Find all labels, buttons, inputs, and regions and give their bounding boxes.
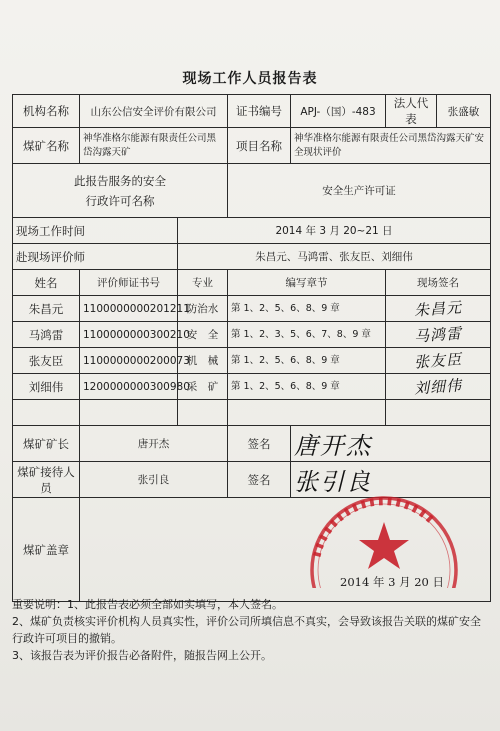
table-row [13,322,491,348]
license-label-line1: 此报告服务的安全 [74,173,166,188]
staff-header-row [13,270,491,296]
header-major: 专业 [178,270,228,296]
legal-representative: 张盛敏 [437,95,491,128]
table-row [13,348,491,374]
svg-text:▮▮▮▮▮▮▮▮▮▮▮▮▮▮▮▮▮: ▮▮▮▮▮▮▮▮▮▮▮▮▮▮▮▮▮ [311,495,438,559]
blank-row [13,400,491,426]
license-row [13,164,491,218]
note-line: 2、煤矿负责核实评价机构人员真实性，评价公司所填信息不真实，会导致该报告关联的煤矿安全行政许可项目的撤销。 [12,615,481,645]
header-chapters: 编写章节 [228,270,386,296]
date-month-unit: 月 [399,575,411,589]
signature-text: 张友臣 [413,350,463,372]
header-cert: 评价师证书号 [80,270,178,296]
staff-name: 张友臣 [13,348,80,374]
staff-major: 防治水 [178,296,228,322]
cert-number: APJ-（国）-483 [291,95,386,128]
header-name: 姓名 [13,270,80,296]
mine-name-label: 煤矿名称 [13,128,80,164]
signature-text: 刘细伟 [413,376,463,398]
org-row [13,95,491,128]
staff-major: 机 械 [178,348,228,374]
mine-head-signature [291,426,491,462]
license-label-line2: 行政许可名称 [85,193,155,208]
work-time-row [13,218,491,244]
seal-star-icon [359,522,409,569]
project-name: 神华准格尔能源有限责任公司黑岱沟露天矿安全现状评价 [291,128,491,164]
evaluators-value: 朱昌元、马鸿雷、张友臣、刘细伟 [178,244,491,270]
staff-cert: 1200000000300980 [80,374,178,400]
org-name-label: 机构名称 [13,95,80,128]
mine-seal-label: 煤矿盖章 [13,498,80,602]
important-notes [12,596,490,664]
staff-signature [386,374,491,400]
signature-text: 张引良 [294,468,372,496]
date-year: 2014 [340,575,370,589]
date-month: 3 [388,575,396,589]
staff-major: 采 矿 [178,374,228,400]
mine-name: 神华准格尔能源有限责任公司黑岱沟露天矿 [80,128,228,164]
table-row [13,374,491,400]
staff-major: 安 全 [178,322,228,348]
signature-text: 唐开杰 [294,432,372,460]
work-time-value: 2014 年 3 月 20~21 日 [178,218,491,244]
date-day: 20 [414,575,429,589]
staff-chapters: 第 1、2、3、5、6、7、8、9 章 [228,322,386,348]
project-label: 项目名称 [228,128,291,164]
signature-text: 马鸿雷 [413,324,463,346]
staff-name: 刘细伟 [13,374,80,400]
cert-label: 证书编号 [228,95,291,128]
mine-head-name: 唐开杰 [80,426,228,462]
staff-cert: 1100000000201211 [80,296,178,322]
mine-receiver-sign-label: 签名 [228,462,291,498]
evaluators-row [13,244,491,270]
license-label [13,164,228,218]
date-day-unit: 日 [432,575,445,589]
staff-name: 朱昌元 [13,296,80,322]
evaluators-label: 赴现场评价师 [13,244,178,270]
staff-cert: 1100000000300210 [80,322,178,348]
legal-label: 法人代表 [386,95,437,128]
mine-head-sign-label: 签名 [228,426,291,462]
seal-date [340,574,444,590]
note-line: 重要说明：1、此报告表必须全部如实填写，本人签名。 [12,598,283,611]
page-title: 现场工作人员报告表 [182,71,318,87]
staff-signature [386,348,491,374]
mine-head-row [13,426,491,462]
table-row [13,296,491,322]
staff-signature [386,322,491,348]
staff-name: 马鸿雷 [13,322,80,348]
staff-chapters: 第 1、2、5、6、8、9 章 [228,374,386,400]
header-signature: 现场签名 [386,270,491,296]
mine-row [13,128,491,164]
note-line: 3、该报告表为评价报告必备附件，随报告网上公开。 [12,649,272,662]
signature-text: 朱昌元 [413,298,463,320]
staff-chapters: 第 1、2、5、6、8、9 章 [228,348,386,374]
org-name: 山东公信安全评价有限公司 [80,95,228,128]
company-seal-stamp [300,478,468,588]
staff-cert: 1100000000200073 [80,348,178,374]
date-year-unit: 年 [372,575,385,589]
mine-receiver-label: 煤矿接待人员 [13,462,80,498]
mine-head-label: 煤矿矿长 [13,426,80,462]
staff-chapters: 第 1、2、5、6、8、9 章 [228,296,386,322]
license-value: 安全生产许可证 [228,164,491,218]
work-time-label: 现场工作时间 [13,218,178,244]
staff-signature [386,296,491,322]
mine-receiver-name: 张引良 [80,462,228,498]
